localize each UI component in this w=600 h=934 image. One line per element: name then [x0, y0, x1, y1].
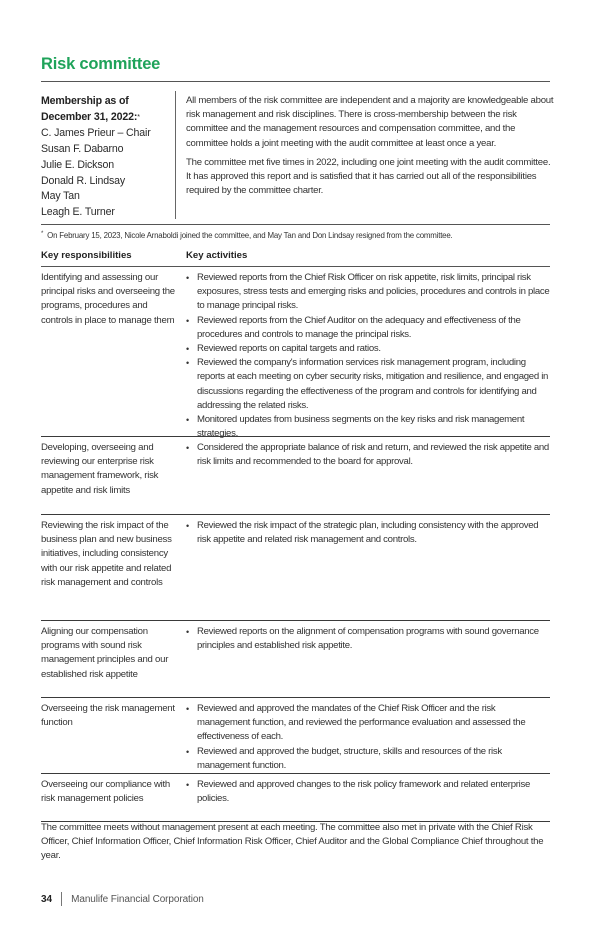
responsibility-cell: Developing, overseeing and reviewing our enterprise risk management framework, risk appetite and risk limits [41, 442, 159, 496]
title-divider [41, 81, 550, 82]
activity-item: • Reviewed the risk impact of the strategic plan, including consistency with the approved risk appetite and related risk management and controls. [186, 519, 550, 547]
activity-item: • Reviewed reports on the alignment of compensation programs with sound governance principles and established risk appetite. [186, 625, 550, 653]
column-header-responsibilities: Key responsibilities [41, 250, 132, 261]
member-name: C. James Prieur – Chair [41, 126, 151, 139]
member-name: Susan F. Dabarno [41, 142, 124, 155]
activities-list [186, 702, 550, 772]
table-row [41, 515, 550, 621]
responsibilities-table [41, 267, 550, 822]
table-row [41, 698, 550, 774]
vertical-divider [175, 91, 176, 219]
membership-heading: Membership as of December 31, 2022:* [41, 95, 140, 123]
page-number: 34 [41, 893, 53, 905]
closing-paragraph: The committee meets without management present at each meeting. The committee also met in private with the Chief Risk Officer, Chief Information Officer, Chief Information Risk Officer, Chief Auditor and the Global Compliance Chief throughout the year. [41, 822, 544, 862]
footnote-text: On February 15, 2023, Nicole Arnaboldi joined the committee, and May Tan and Don Lindsay resigned from the committee. [47, 231, 453, 240]
member-name: Leagh E. Turner [41, 206, 115, 219]
member-name: Julie E. Dickson [41, 158, 114, 171]
section-divider [41, 224, 550, 225]
activity-item: • Reviewed and approved the budget, structure, skills and resources of the risk management function. [186, 745, 550, 773]
responsibility-cell: Overseeing our compliance with risk management policies [41, 779, 171, 805]
table-row [41, 267, 550, 440]
page-title: Risk committee [41, 55, 161, 73]
intro-paragraph: The committee met five times in 2022, including one joint meeting with the audit committee. It has approved this report and is satisfied that it has carried out all of the responsibilities required by the committee charter. [186, 156, 551, 197]
responsibility-cell: Reviewing the risk impact of the business plan and new business initiatives, including consistency with our risk appetite and related risk management and controls [41, 520, 172, 588]
activity-item: • Reviewed the company's information services risk management program, including reports at each meeting on cyber security risks, mitigation and resilience, and engaged in discussions regarding the effectiveness of the program and controls for identifying and addressing the related risks. [186, 356, 550, 413]
responsibility-cell: Aligning our compensation programs with sound risk management principles and our established risk appetite [41, 626, 169, 680]
membership-list [41, 94, 176, 221]
page-footer [41, 892, 204, 906]
footer-divider [61, 892, 62, 906]
intro-paragraph: All members of the risk committee are independent and a majority are knowledgeable about risk management and risk disciplines. There is cross-membership between the risk committee and the management resources and compensation committee, and the committee holds a joint meeting with the audit committee at least once a year. [186, 95, 554, 149]
table-row [41, 774, 550, 822]
activities-list [186, 441, 550, 513]
column-header-activities: Key activities [186, 250, 248, 261]
responsibility-cell: Identifying and assessing our principal risks and overseeing the programs, procedures and controls in place to manage them [41, 272, 175, 326]
member-name: May Tan [41, 190, 80, 203]
responsibility-cell: Overseeing the risk management function [41, 703, 175, 729]
activities-list [186, 778, 550, 820]
footnote-marker: * [41, 231, 44, 237]
activity-item: • Reviewed reports from the Chief Auditor on the adequacy and effectiveness of the procedures and controls to manage the principal risks. [186, 314, 550, 342]
committee-intro [186, 94, 554, 198]
table-row [41, 621, 550, 698]
activity-item: • Considered the appropriate balance of risk and return, and reviewed the risk appetite and risk limits and recommended to the board for approval. [186, 441, 550, 469]
footnote [41, 231, 453, 240]
activity-item: • Monitored updates from business segments on the key risks and risk management strategies. [186, 413, 550, 441]
activity-item: • Reviewed reports on capital targets and ratios. [186, 342, 550, 356]
member-name: Donald R. Lindsay [41, 174, 126, 187]
activities-list [186, 519, 550, 619]
company-name: Manulife Financial Corporation [71, 893, 204, 905]
activity-item: • Reviewed reports from the Chief Risk Officer on risk appetite, risk limits, principal risk exposures, stress tests and emerging risks and policies, procedures and controls in place to manage principal risks. [186, 271, 550, 314]
footnote-marker: * [137, 113, 140, 121]
activities-list [186, 271, 550, 440]
table-row [41, 437, 550, 515]
activities-list [186, 625, 550, 696]
activity-item: • Reviewed and approved changes to the risk policy framework and related enterprise policies. [186, 778, 550, 806]
activity-item: • Reviewed and approved the mandates of the Chief Risk Officer and the risk management function, and reviewed the performance evaluation and assessed the effectiveness of each. [186, 702, 550, 745]
